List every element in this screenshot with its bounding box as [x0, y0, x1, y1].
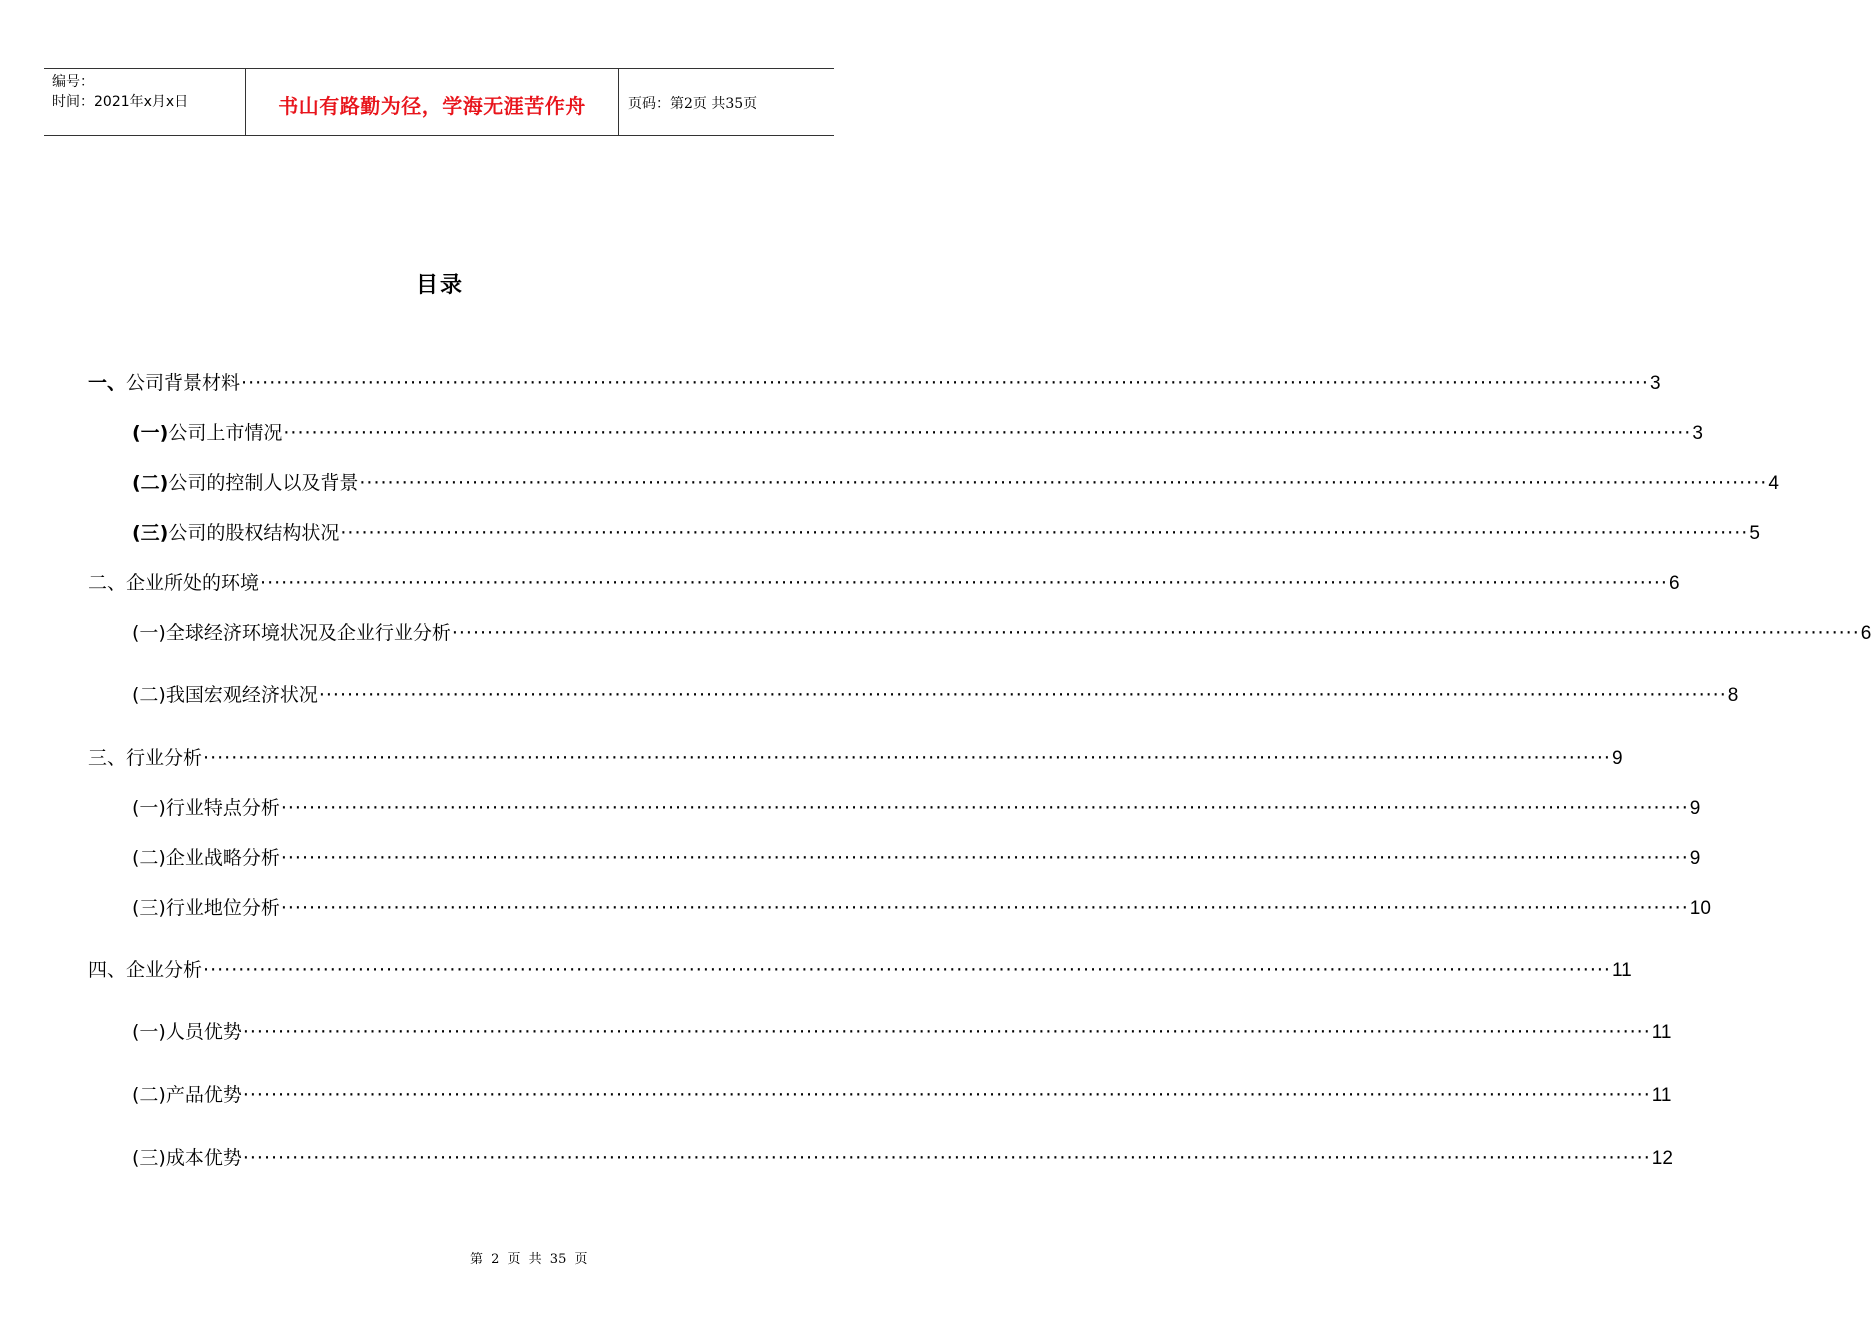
toc-entry[interactable] — [132, 421, 1703, 446]
toc-entry-label: 行业地位分析 — [165, 897, 280, 919]
toc-entry[interactable] — [132, 471, 1779, 496]
header-info — [52, 72, 188, 112]
toc-entry-page: 11 — [1651, 1085, 1672, 1106]
toc-entry-number: (三) — [132, 897, 166, 919]
toc-entry[interactable] — [132, 796, 1701, 821]
toc-entry-number: (一) — [132, 797, 166, 819]
toc-entry[interactable] — [88, 958, 1632, 983]
toc-entry-label: 公司上市情况 — [168, 422, 283, 444]
toc-entry-label: 公司的控制人以及背景 — [168, 472, 359, 494]
toc-entry[interactable] — [132, 621, 1871, 646]
header-page-label: 页码：第2页 共35页 — [628, 96, 758, 112]
toc-entry[interactable] — [132, 846, 1701, 871]
header-motto: 书山有路勤为径，学海无涯苦作舟 — [278, 94, 586, 118]
toc-entry-page: 10 — [1689, 898, 1711, 919]
toc-entry-page: 4 — [1768, 473, 1779, 494]
toc-entry-page: 3 — [1649, 373, 1661, 394]
toc-entry-page: 11 — [1611, 960, 1632, 981]
toc-entry-label: 行业特点分析 — [165, 797, 280, 819]
toc-entry-number: 四、 — [88, 959, 127, 981]
toc-entry-page: 11 — [1651, 1022, 1672, 1043]
toc-entry-page: 9 — [1611, 748, 1623, 769]
toc-entry-page: 6 — [1860, 623, 1871, 644]
toc-leader-dots: ········································································································································································································ — [203, 747, 1611, 769]
toc-entry-label: 企业分析 — [126, 959, 203, 981]
toc-leader-dots: ········································································································································································································ — [340, 522, 1749, 544]
toc-entry-number: (一) — [132, 1021, 166, 1043]
toc-entry[interactable] — [132, 683, 1739, 708]
toc-leader-dots: ········································································································································································································ — [241, 372, 1649, 394]
toc-entry[interactable] — [88, 571, 1680, 596]
header-divider-right — [618, 68, 619, 136]
toc-leader-dots: ········································································································································································································ — [280, 797, 1689, 819]
toc-entry-number: 一、 — [88, 372, 127, 394]
toc-leader-dots: ········································································································································································································ — [260, 572, 1668, 594]
header-code-label: 编号： — [52, 74, 94, 90]
toc-leader-dots: ········································································································································································································ — [451, 622, 1860, 644]
header-time-label: 时间：2021年x月x日 — [52, 94, 189, 110]
toc-entry-label: 产品优势 — [165, 1084, 242, 1106]
toc-entry[interactable] — [132, 1146, 1673, 1171]
toc-entry[interactable] — [132, 896, 1711, 921]
toc-entry-label: 人员优势 — [165, 1021, 242, 1043]
toc-entry[interactable] — [88, 746, 1623, 771]
toc-leader-dots: ········································································································································································································ — [359, 472, 1768, 494]
toc-entry-label: 企业所处的环境 — [126, 572, 260, 594]
toc-entry-label: 全球经济环境状况及企业行业分析 — [165, 622, 451, 644]
toc-leader-dots: ········································································································································································································ — [283, 422, 1692, 444]
toc-entry[interactable] — [132, 521, 1760, 546]
toc-entry-label: 行业分析 — [126, 747, 203, 769]
header-bottom-border — [44, 135, 834, 136]
toc-entry-label: 公司的股权结构状况 — [168, 522, 340, 544]
toc-entry-page: 8 — [1727, 685, 1739, 706]
toc-entry[interactable] — [132, 1020, 1672, 1045]
toc-entry-page: 9 — [1689, 798, 1701, 819]
page-footer-text: 第 2 页 共 35 页 — [470, 1252, 588, 1267]
toc-entry-number: 三、 — [88, 747, 127, 769]
toc-entry-number: (二) — [132, 684, 166, 706]
toc-leader-dots: ········································································································································································································ — [242, 1147, 1651, 1169]
toc-entry[interactable] — [88, 371, 1661, 396]
toc-entry-label: 我国宏观经济状况 — [165, 684, 318, 706]
toc-leader-dots: ········································································································································································································ — [318, 684, 1727, 706]
toc-leader-dots: ········································································································································································································ — [242, 1021, 1651, 1043]
toc-entry[interactable] — [132, 1083, 1672, 1108]
toc-entry-number: (三) — [132, 522, 169, 544]
toc-leader-dots: ········································································································································································································ — [280, 897, 1689, 919]
toc-entry-number: 二、 — [88, 572, 127, 594]
toc-entry-page: 3 — [1692, 423, 1703, 444]
toc-entry-number: (三) — [132, 1147, 166, 1169]
toc-entry-label: 公司背景材料 — [126, 372, 241, 394]
toc-entry-page: 5 — [1749, 523, 1760, 544]
toc-entry-label: 成本优势 — [165, 1147, 242, 1169]
toc-entry-page: 6 — [1668, 573, 1680, 594]
toc-entry-label: 企业战略分析 — [165, 847, 280, 869]
toc-entry-number: (二) — [132, 847, 166, 869]
toc-entry-number: (一) — [132, 622, 166, 644]
toc-leader-dots: ········································································································································································································ — [280, 847, 1689, 869]
header-top-border — [44, 68, 834, 69]
toc-entry-number: (一) — [132, 422, 169, 444]
page-title: 目录 — [415, 273, 464, 298]
toc-leader-dots: ········································································································································································································ — [242, 1084, 1651, 1106]
toc-entry-number: (二) — [132, 1084, 166, 1106]
toc-entry-number: (二) — [132, 472, 169, 494]
toc-entry-page: 9 — [1689, 848, 1701, 869]
toc-entry-page: 12 — [1651, 1148, 1673, 1169]
toc-leader-dots: ········································································································································································································ — [203, 959, 1611, 981]
